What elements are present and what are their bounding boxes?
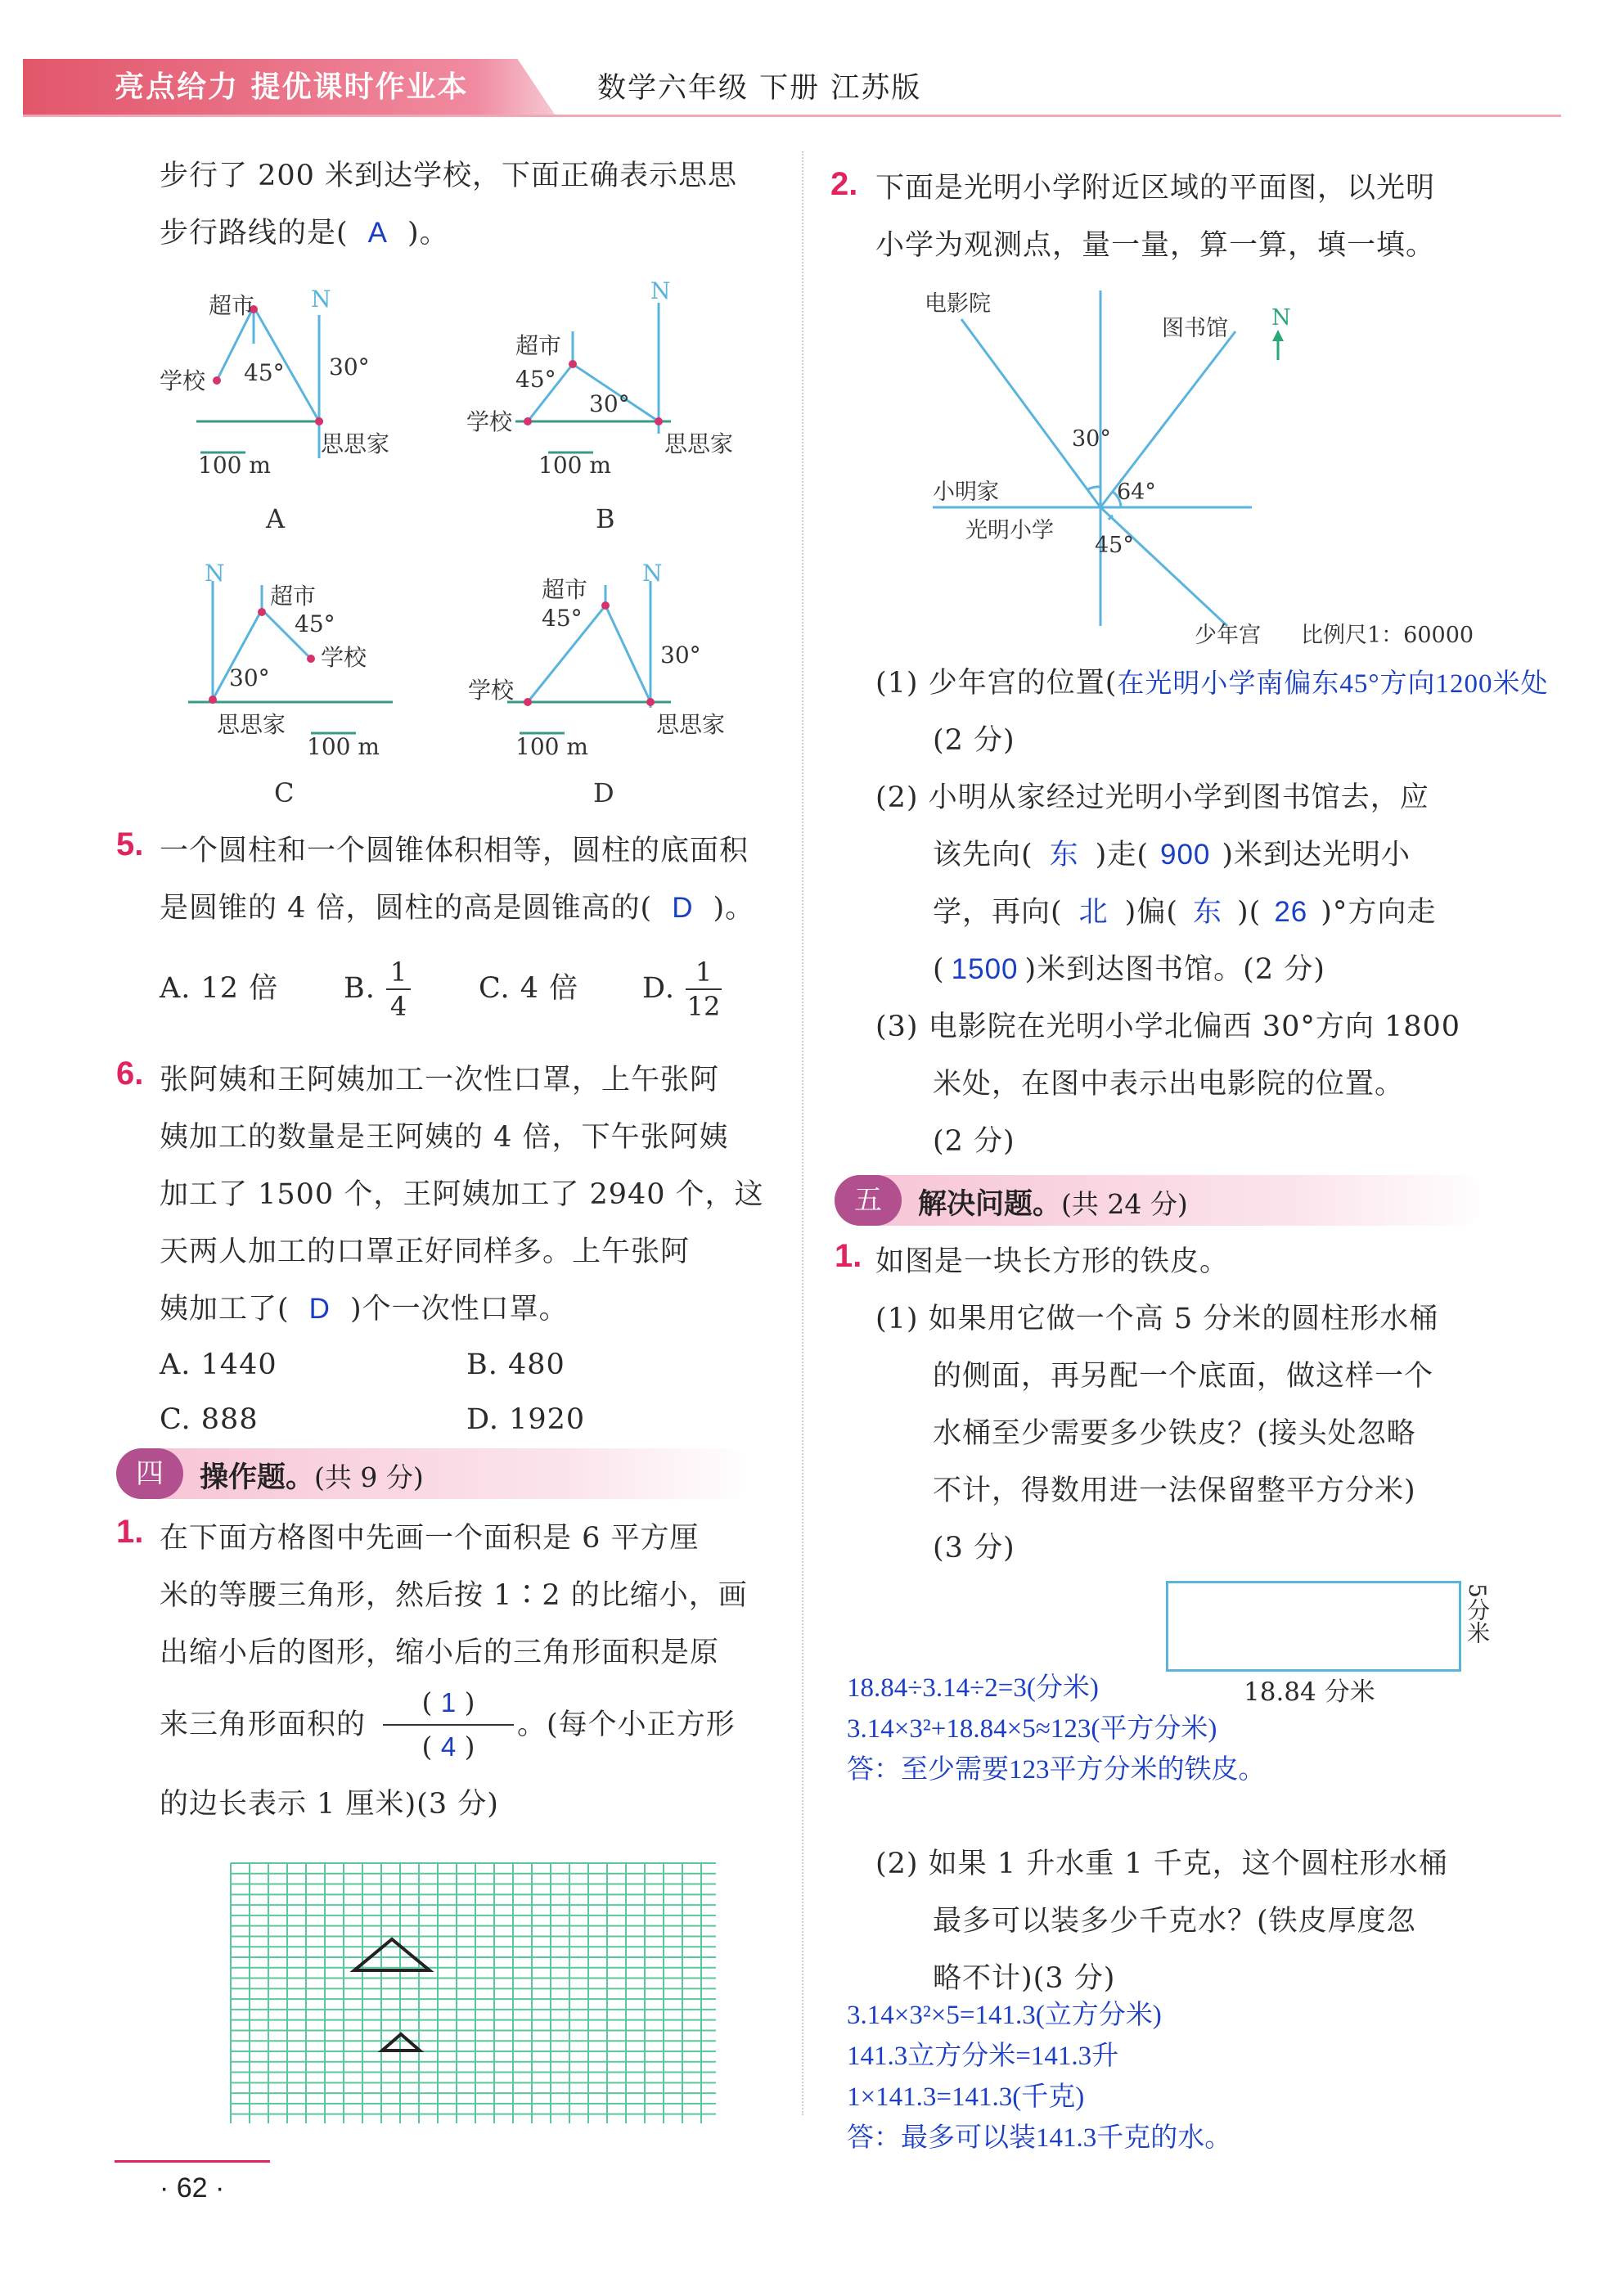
q5-option-d: D.: [642, 972, 675, 1005]
q2-part3-line1: (3) 电影院在光明小学北偏西 30°方向 1800: [875, 1011, 1461, 1043]
s1-p1-score: (3 分): [933, 1532, 1015, 1564]
q6-answer: D: [308, 1293, 331, 1325]
section-5-badge: 五: [835, 1175, 902, 1226]
section-5-score: (共 24 分): [1061, 1188, 1188, 1220]
s1-work2-line1: 3.14×3²×5=141.3(立方分米): [847, 2001, 1162, 2030]
map-youth-palace-line: [1100, 507, 1227, 626]
q2-part2-line2: 该先向( 东 )走( 900 )米到达光明小: [933, 839, 1411, 871]
op1-frac-den: 4: [440, 1731, 457, 1762]
q6-number: 6.: [116, 1056, 144, 1092]
q5-line1: 一个圆柱和一个圆锥体积相等，圆柱的底面积: [160, 835, 749, 867]
q2-ans-1500: 1500: [951, 953, 1019, 985]
q2-part3-line2: 米处，在图中表示出电影院的位置。: [933, 1068, 1405, 1101]
s1-work1-answer: 答：至少需要123平方分米的铁皮。: [847, 1755, 1266, 1785]
map-b-north: N: [650, 278, 671, 304]
op1-line4-post: 。(每个小正方形: [517, 1708, 736, 1741]
s1-number: 1.: [835, 1238, 862, 1274]
s1-work2-answer: 答：最多可以装141.3千克的水。: [847, 2123, 1232, 2153]
header-book-title: 数学六年级 下册 江苏版: [597, 72, 922, 105]
map-angle30: 30°: [1072, 426, 1111, 452]
iron-sheet-width-label: 18.84 分米: [1244, 1677, 1375, 1707]
s1-p1-line3: 水桶至少需要多少铁皮？(接头处忽略: [933, 1417, 1416, 1450]
q5-option-b-fraction: 1 4: [386, 956, 411, 1023]
map-a-school-label: 学校: [160, 367, 206, 394]
q2-ans-east2: 东: [1192, 896, 1222, 928]
map-c-angle30: 30°: [229, 664, 270, 691]
q5-number: 5.: [116, 826, 144, 862]
map-c-label: C: [274, 777, 295, 808]
header-brand: 亮点给力 提优课时作业本: [115, 70, 469, 104]
q2-part2-line1: (2) 小明从家经过光明小学到图书馆去，应: [875, 781, 1429, 814]
page-number: · 62 ·: [160, 2172, 225, 2204]
s1-p2-line2: 最多可以装多少千克水？(铁皮厚度忽: [933, 1905, 1416, 1938]
q2-area-map: [916, 282, 1530, 651]
header-divider: [23, 115, 1561, 117]
q4-line2: 步行路线的是( A )。: [160, 217, 449, 250]
map-c-supermarket-label: 超市: [270, 583, 317, 610]
map-c-north: N: [205, 560, 225, 587]
section-4-title: 操作题。: [200, 1461, 315, 1494]
map-a-north: N: [311, 286, 331, 313]
map-a-scale: 100 m: [198, 452, 271, 479]
q5-line2: 是圆锥的 4 倍，圆柱的高是圆锥高的( D )。: [160, 892, 755, 925]
op1-line2: 米的等腰三角形，然后按 1∶2 的比缩小，画: [160, 1579, 748, 1612]
q6-line2: 姨加工的数量是王阿姨的 4 倍，下午张阿姨: [160, 1121, 729, 1154]
q4-line1: 步行了 200 米到达学校，下面正确表示思思: [160, 160, 738, 192]
section-4-header: [116, 1448, 754, 1499]
map-a-supermarket-label: 超市: [209, 292, 255, 319]
map-a-angle45: 45°: [244, 359, 285, 386]
s1-work1-line1: 18.84÷3.14÷2=3(分米): [847, 1673, 1099, 1703]
map-b-supermarket-label: 超市: [515, 332, 562, 359]
map-xiaoming-home-label: 小明家: [933, 479, 999, 505]
map-a-angle30: 30°: [329, 353, 370, 380]
map-d-angle45: 45°: [542, 605, 583, 632]
map-north-label: N: [1271, 305, 1291, 331]
s1-intro: 如图是一块长方形的铁皮。: [875, 1245, 1230, 1278]
section-5-title: 解决问题。: [918, 1188, 1062, 1221]
op1-frac-num: 1: [440, 1687, 457, 1717]
map-a-home-label: 思思家: [321, 430, 390, 457]
q2-ans-north: 北: [1078, 896, 1109, 928]
q4-answer: A: [367, 217, 389, 249]
q5-answer: D: [672, 892, 694, 924]
q6-line4: 天两人加工的口罩正好同样多。上午张阿: [160, 1236, 691, 1268]
map-angle45: 45°: [1095, 533, 1134, 558]
s1-p2-line1: (2) 如果 1 升水重 1 千克，这个圆柱形水桶: [875, 1848, 1448, 1880]
map-scale-label: 比例尺1：60000: [1301, 623, 1474, 648]
q6-line5: 姨加工了( D )个一次性口罩。: [160, 1293, 569, 1326]
q6-option-c: C. 888: [160, 1403, 259, 1436]
map-b-home-label: 思思家: [664, 430, 734, 457]
map-b-angle30: 30°: [589, 390, 630, 417]
map-d: [507, 581, 671, 733]
q5-option-b: B.: [344, 972, 376, 1005]
map-c-home-label: 思思家: [217, 711, 286, 738]
q2-part3-score: (2 分): [933, 1125, 1015, 1158]
q2-ans-900: 900: [1159, 839, 1211, 871]
map-cinema-label: 电影院: [925, 291, 991, 317]
op1-square-grid: [229, 1862, 716, 2123]
map-d-home-label: 思思家: [656, 711, 726, 738]
op1-fraction: ( 1 ) ( 4 ): [383, 1681, 514, 1768]
q2-part1-score: (2 分): [933, 724, 1015, 757]
iron-sheet-rectangle: [1166, 1581, 1461, 1672]
section-4-score: (共 9 分): [314, 1461, 424, 1493]
op1-line5: 的边长表示 1 厘米)(3 分): [160, 1788, 499, 1821]
q2-number: 2.: [830, 166, 858, 202]
map-b-school-label: 学校: [466, 408, 513, 435]
s1-p1-line2: 的侧面，再另配一个底面，做这样一个: [933, 1360, 1434, 1393]
q6-line1: 张阿姨和王阿姨加工一次性口罩，上午张阿: [160, 1064, 720, 1096]
q2-part1: (1) 少年宫的位置(在光明小学南偏东45°方向1200米处: [875, 667, 1549, 700]
map-d-angle30: 30°: [660, 642, 701, 669]
map-b-scale: 100 m: [538, 452, 611, 479]
q2-part2-line4: ( 1500 )米到达图书馆。(2 分): [933, 953, 1325, 986]
map-c-angle45: 45°: [295, 610, 335, 637]
map-angle64: 64°: [1117, 479, 1156, 505]
s1-work2-line2: 141.3立方分米=141.3升: [847, 2042, 1119, 2071]
map-d-scale: 100 m: [515, 733, 588, 760]
section-5-header: [835, 1175, 1489, 1226]
q4-route-maps: [147, 278, 785, 826]
map-d-label: D: [593, 777, 614, 808]
map-c-scale: 100 m: [307, 733, 380, 760]
q6-option-b: B. 480: [466, 1348, 565, 1381]
section-4-badge: 四: [116, 1448, 183, 1499]
q6-option-d: D. 1920: [466, 1403, 586, 1436]
op1-line1: 在下面方格图中先画一个面积是 6 平方厘: [160, 1522, 700, 1555]
q6-option-a: A. 1440: [160, 1348, 277, 1381]
q5-option-a: A. 12 倍: [160, 972, 279, 1005]
q2-ans-26: 26: [1274, 896, 1308, 928]
q2-part1-answer: 在光明小学南偏东45°方向1200米处: [1117, 669, 1549, 699]
iron-sheet-height-label: 5分米: [1464, 1583, 1491, 1644]
s1-p2-line3: 略不计)(3 分): [933, 1962, 1116, 1995]
map-d-school-label: 学校: [468, 677, 515, 704]
s1-p1-line4: 不计，得数用进一法保留整平方分米): [933, 1474, 1416, 1507]
map-youth-palace-label: 少年宫: [1195, 623, 1261, 648]
s1-p1-line1: (1) 如果用它做一个高 5 分米的圆柱形水桶: [875, 1303, 1439, 1335]
q2-line1: 下面是光明小学附近区域的平面图，以光明: [875, 172, 1436, 205]
s1-work2-line3: 1×141.3=141.3(千克): [847, 2082, 1085, 2112]
map-d-north: N: [642, 560, 663, 587]
q6-line3: 加工了 1500 个，王阿姨加工了 2940 个，这: [160, 1178, 764, 1211]
map-b-angle45: 45°: [515, 366, 556, 393]
op1-number: 1.: [116, 1514, 144, 1550]
map-a-label: A: [266, 503, 286, 534]
s1-work1-line2: 3.14×3²+18.84×5≈123(平方分米): [847, 1714, 1217, 1744]
map-c-school-label: 学校: [321, 644, 367, 671]
map-d-supermarket-label: 超市: [542, 576, 588, 603]
page-number-rule: [115, 2160, 270, 2163]
op1-line4: 来三角形面积的: [160, 1708, 367, 1741]
column-divider: [802, 151, 803, 2115]
q2-part2-line3: 学，再向( 北 )偏( 东 )( 26 )°方向走: [933, 896, 1437, 929]
q5-option-d-fraction: 1 12: [686, 957, 721, 1022]
map-b-label: B: [596, 503, 615, 534]
q5-option-c: C. 4 倍: [479, 972, 579, 1005]
q2-ans-east: 东: [1049, 839, 1079, 871]
map-library-label: 图书馆: [1162, 316, 1228, 341]
op1-line3: 出缩小后的图形，缩小后的三角形面积是原: [160, 1636, 720, 1669]
q2-line2: 小学为观测点，量一量，算一算，填一填。: [875, 229, 1436, 262]
map-school-label: 光明小学: [965, 518, 1054, 543]
